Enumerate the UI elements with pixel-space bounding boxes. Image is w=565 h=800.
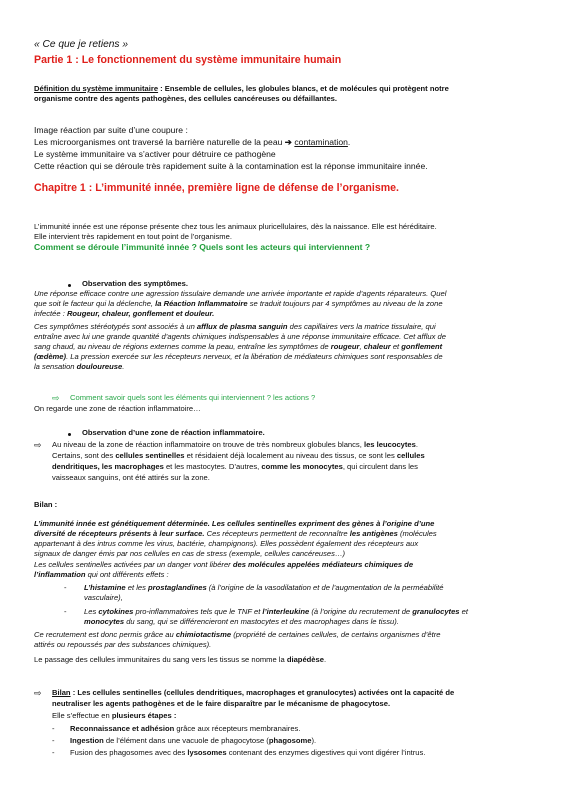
step-1: Reconnaissance et adhésion grâce aux récepteurs membranaires. [70,724,301,733]
intro-line-1: L’immunité innée est une réponse présente chez tous les animaux pluricellulaires, dès la naissance. Elle est héréditaire. [34,222,437,231]
observation-line-2: Certains, sont des cellules sentinelles et résidaient déjà localement au niveau des tissus, ce sont les cellules [52,451,425,460]
definition-label: Définition du système immunitaire [34,84,159,93]
dash-marker: - [64,583,67,592]
hollow-arrow-icon: ⇨ [52,393,60,403]
dash-marker: - [64,607,67,616]
bilan-line-8: attirés ou repoussés par des substances chimiques). [34,640,212,649]
bilan-line-1: L’immunité innée est génétiquement déterminée. Les cellules sentinelles expriment des gènes à l’origine d’une [34,519,435,528]
bilan-line-7: Ce recrutement est donc permis grâce au chimiotactisme (propriété de certaines cellules, de certains organismes d’être [34,630,441,639]
observation-heading: Observation d’une zone de réaction inflammatoire. [82,428,265,437]
bilan2-line-3: Elle s’effectue en plusieurs étapes : [52,711,177,720]
symptoms-p2-line-4: (œdème). La pression exercée sur les récepteurs nerveux, et la libération de médiateurs chimiques sont responsables de [34,352,443,361]
bilan-item-1: L’histamine et les prostaglandines (à l’origine de la vasodilatation et de l’augmentation de la perméabilité [84,583,444,592]
bilan-item-2-cont: monocytes du sang, qui se différencieront en mastocytes et des macrophages dans le tissu). [84,617,399,626]
bilan2-line-1: Bilan : Les cellules sentinelles (cellules dendritiques, macrophages et granulocytes) activées ont la capacité de [52,688,455,697]
symptoms-p2-line-1: Ces symptômes stéréotypés sont associés à un afflux de plasma sanguin des capillaires vers la matrice tissulaire, qui [34,322,436,331]
bilan-item-2: Les cytokines pro-inflammatoires tels que le TNF et l’interleukine (à l’origine du recrutement de granulocytes et [84,607,468,616]
symptoms-p2-line-2: entraîne avec lui une grande quantité d’agents chimiques indispensables à une réponse immunitaire efficace. Cet afflux de [34,332,447,341]
step-2: Ingestion de l’élément dans une vacuole de phagocytose (phagosome). [70,736,317,745]
observation-line-4: vaisseaux sanguins, ont été attirés sur la zone. [52,473,210,482]
question-2-followup: On regarde une zone de réaction inflammatoire… [34,404,201,413]
bilan-line-6: l’inflammation qui ont différents effets : [34,570,169,579]
symptoms-p2-line-5: la sensation douloureuse. [34,362,125,371]
reaction-line-4: Cette réaction qui se déroule très rapidement suite à la contamination est la réponse immunitaire innée. [34,161,428,171]
question-2: Comment savoir quels sont les éléments qui interviennent ? les actions ? [70,393,316,402]
bilan-line-2: diversité de récepteurs présents à leur surface. Ces récepteurs permettent de reconnaître les antigènes (molécules [34,529,437,538]
step-3: Fusion des phagosomes avec des lysosomes contenant des enzymes digestives qui vont digérer l’intrus. [70,748,426,757]
hollow-arrow-icon: ⇨ [34,688,42,698]
bilan-line-4: signaux de danger émis par nos cellules en cas de stress (exemple, cellules cancéreuses…) [34,549,346,558]
symptoms-p1-line-3: infectée : Rougeur, chaleur, gonflement et douleur. [34,309,215,318]
chapter-title: Chapitre 1 : L’immunité innée, première ligne de défense de l’organisme. [34,182,399,194]
symptoms-p1-line-1: Une réponse efficace contre une agression tissulaire demande une arrivée importante et rapide d’agents réparateurs. Quel [34,289,447,298]
intro-line-2: Elle intervient très rapidement en tout point de l’organisme. [34,232,232,241]
dash-marker: - [52,724,55,733]
bullet-icon [68,433,71,436]
bilan-item-1-cont: vasculaire), [84,593,123,602]
reaction-line-2: Les microorganismes ont traversé la barrière naturelle de la peau ➔ contamination. [34,137,351,147]
symptoms-p1-line-2: que soit le facteur qui la déclenche, la Réaction Inflammatoire se traduit toujours par 4 symptômes au niveau de la zone [34,299,443,308]
bilan-label: Bilan : [34,500,58,509]
definition-line-2: organisme contre des agents pathogènes, des cellules cancéreuses ou défaillantes. [34,94,338,103]
right-arrow-icon: ➔ [284,137,292,147]
definition-line-1: Définition du système immunitaire : Ensemble de cellules, les globules blancs, et de molécules qui protègent notre [34,84,449,93]
reaction-line-3: Le système immunitaire va s’activer pour détruire ce pathogène [34,149,276,159]
reaction-line-1: Image réaction par suite d’une coupure : [34,125,188,135]
quote-heading: « Ce que je retiens » [34,39,129,50]
bilan-line-5: Les cellules sentinelles activées par un danger vont libérer des molécules appelées médiateurs chimiques de [34,560,414,569]
bilan-line-3: appartenant à des intrus comme les virus, bactérie, champignons). Elles possèdent également des récepteurs aux [34,539,419,548]
bilan-line-9: Le passage des cellules immunitaires du sang vers les tissus se nomme la diapédèse. [34,655,327,664]
bilan2-line-2: neutraliser les agents pathogènes et de le faire disparaître par le mécanisme de phagocytose. [52,699,391,708]
observation-line-3: dendritiques, les macrophages et les mastocytes. D’autres, comme les monocytes, qui circulent dans les [52,462,418,471]
hollow-arrow-icon: ⇨ [34,440,42,450]
chapter-question: Comment se déroule l’immunité innée ? Quels sont les acteurs qui interviennent ? [34,242,371,252]
part-title: Partie 1 : Le fonctionnement du système immunitaire humain [34,54,342,66]
symptoms-p2-line-3: sang chaud, au niveau de régions externes comme la peau, entraîne les symptômes de rougeur, chaleur et gonflement [34,342,443,351]
dash-marker: - [52,736,55,745]
dash-marker: - [52,748,55,757]
symptoms-heading: Observation des symptômes. [82,279,188,288]
bullet-icon [68,284,71,287]
observation-line-1: Au niveau de la zone de réaction inflammatoire on trouve de très nombreux globules blancs, les leucocytes. [52,440,418,449]
